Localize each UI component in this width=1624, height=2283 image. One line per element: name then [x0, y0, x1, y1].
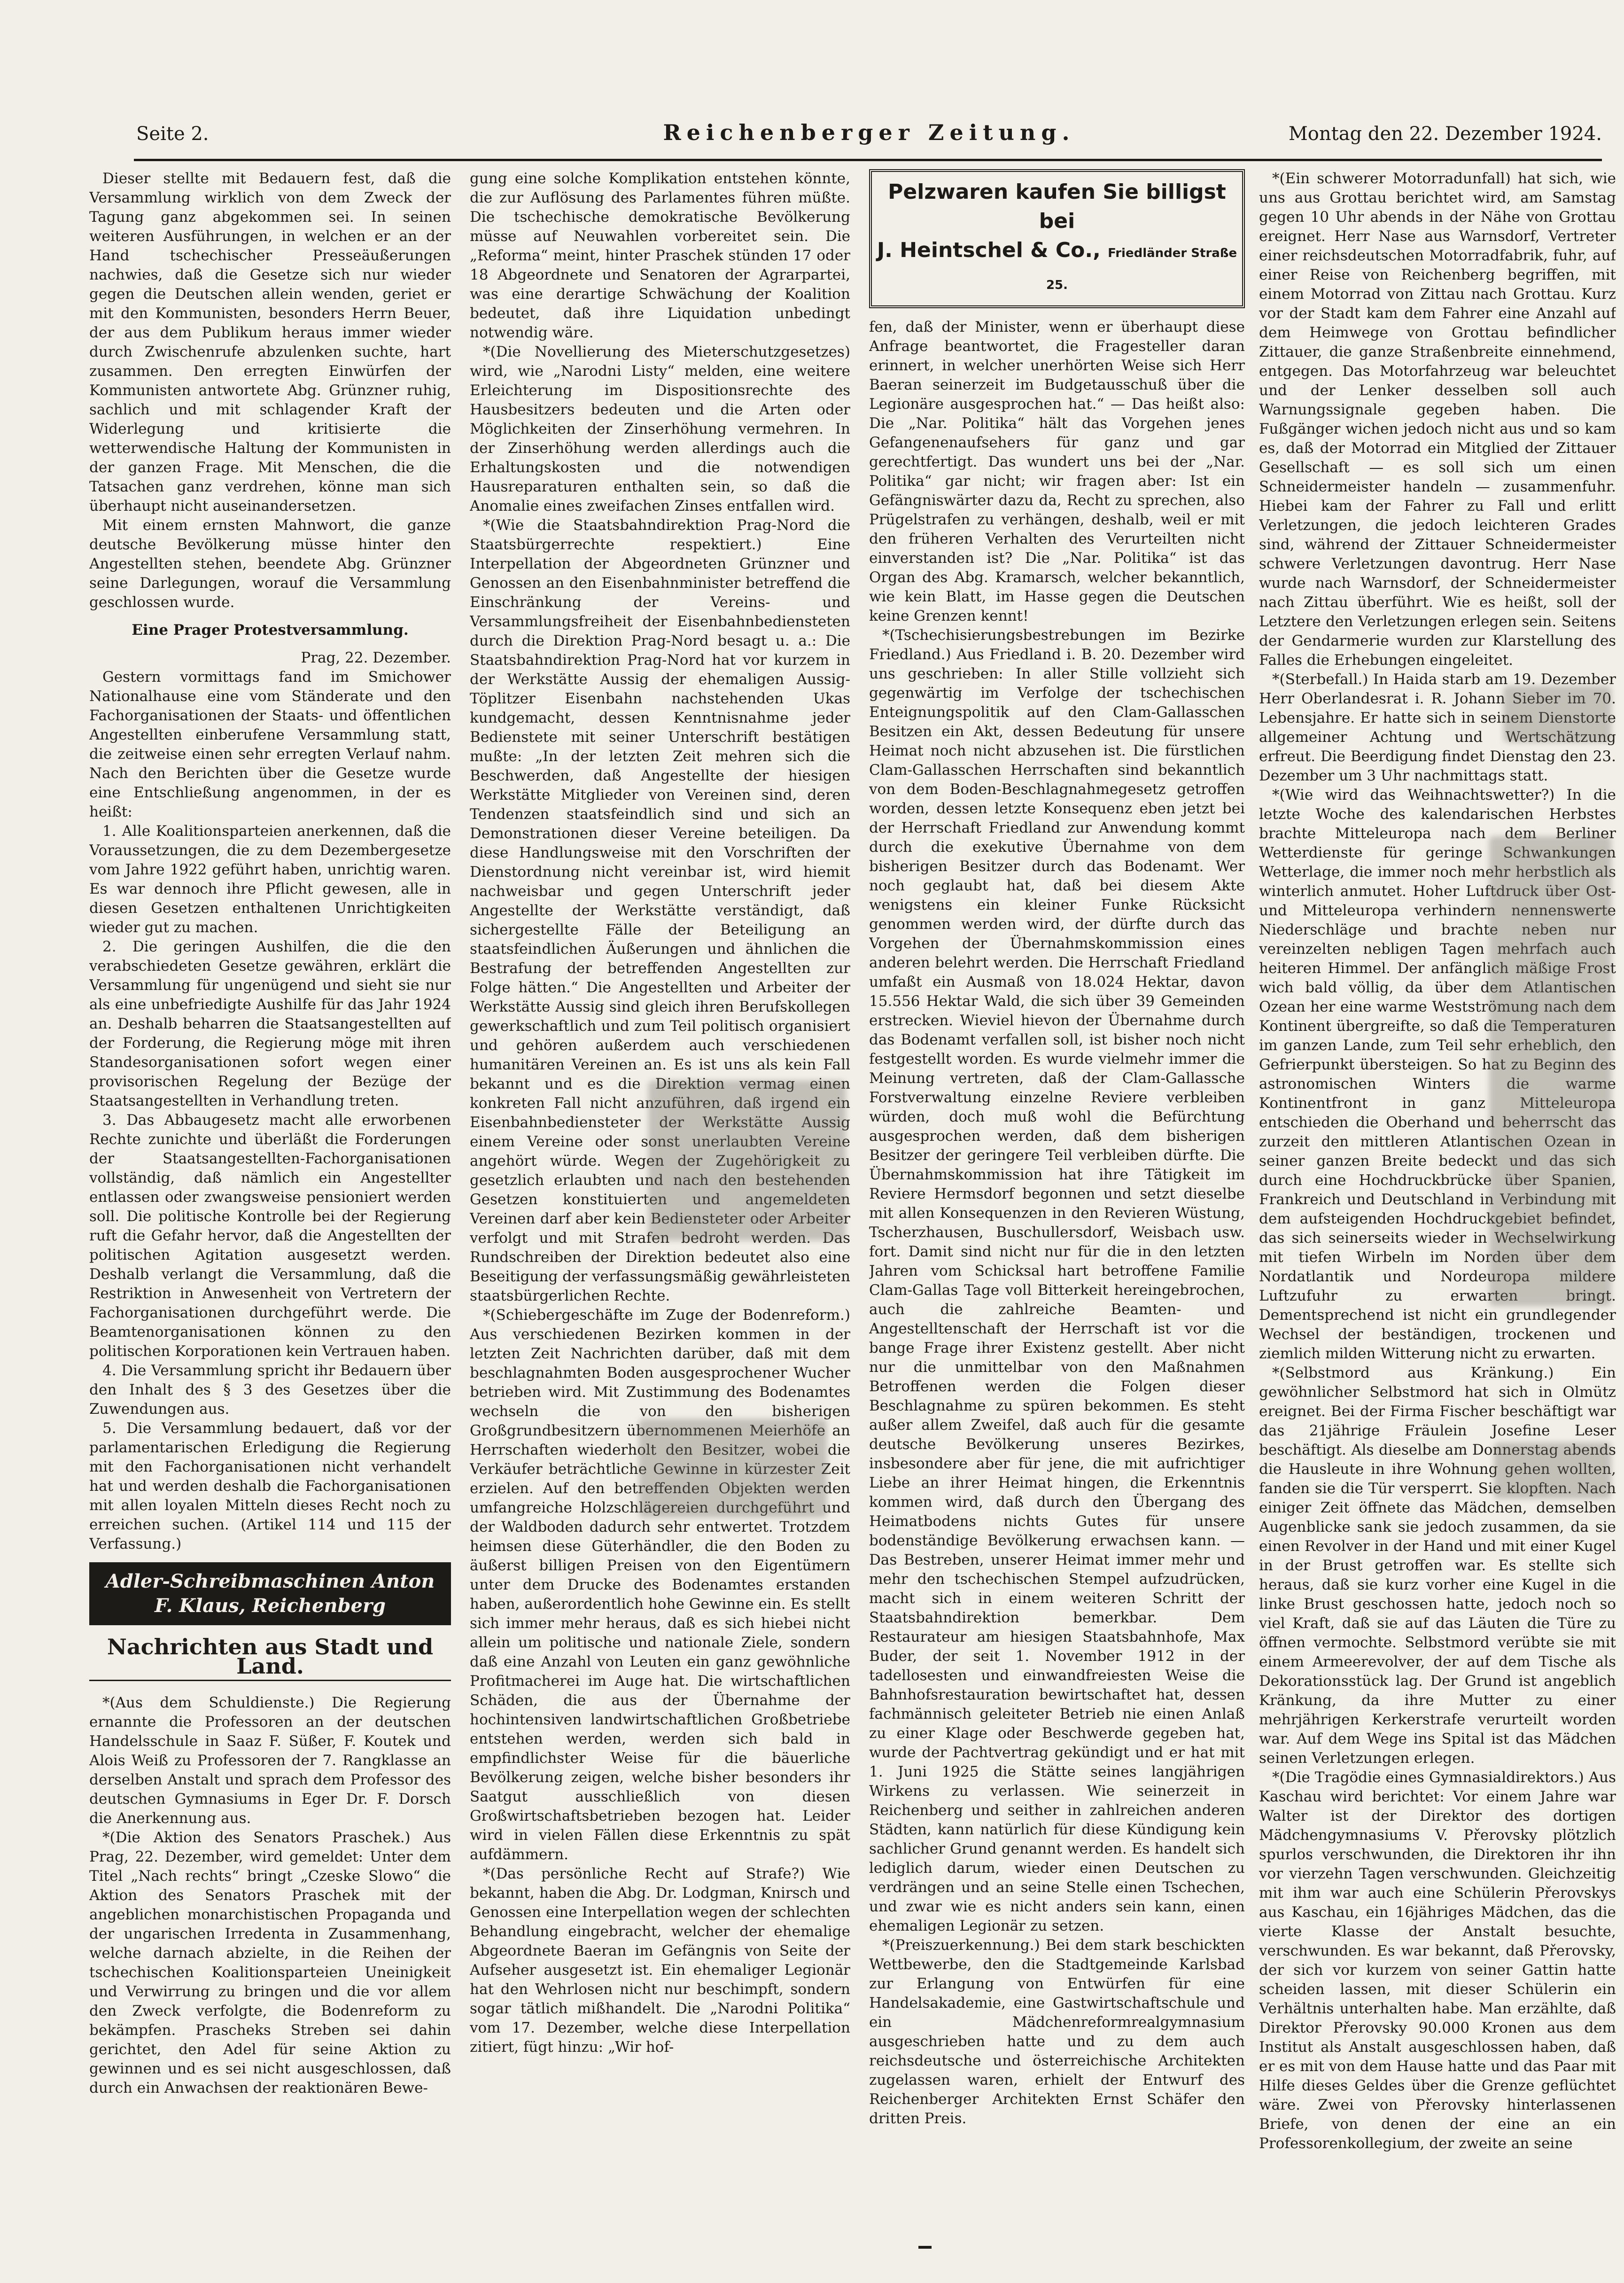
resolution-item: 1. Alle Koalitionsparteien anerkennen, daß die Voraussetzungen, die zu dem Dezembergesetze vom Jahre 1922 geführt haben, unrichtig waren. Es war dennoch ihre Pflicht gewesen, alle in diesen Gesetzen enthaltenen Unrichtigkeiten wieder gut zu machen. — [89, 823, 451, 936]
print-smudge — [639, 1419, 827, 1518]
news-item: *(Preiszuerkennung.) Bei dem stark beschickten Wettbewerbe, den die Stadtgemeinde Karlsbad zur Erlangung von Entwürfen für eine Handelsakademie, eine Gastwirtschaftschule und ein Mädchenreformrealgymnasium ausgeschrieben hatte und zu dem auch reichsdeutsche und österreichische Architekten zugelassen waren, erhielt der Entwurf des Reichenberger Architekten Ernst Schäfer den dritten Preis. — [869, 1937, 1245, 2127]
column-1 — [89, 169, 451, 2274]
article-text: Dieser stellte mit Bedauern fest, daß die Versammlung wirklich von dem Zweck der Tagung ganz abgekommen sei. In seinen weiteren Ausführungen, in welchen er an der Hand tschechischer Presseäußerungen nachwies, daß die Gesetze sich nur wieder gegen die Deutschen allein wenden, geriet er mit den Kommunisten, besonders Herrn Beuer, der aus dem Publikum heraus immer wieder durch Zwischenrufe abzulenken suchte, hart zusammen. Den erregten Einwürfen der Kommunisten antwortete Abg. Grünzner ruhig, sachlich und mit schlagender Kraft der Widerlegung und kritisierte die wetterwendische Haltung der Kommunisten in der ganzen Frage. Mit Menschen, die die Tatsachen ganz verdrehen, könne man sich überhaupt nicht auseinandersetzen. — [89, 170, 451, 514]
news-item: *(Das persönliche Recht auf Strafe?) Wie bekannt, haben die Abg. Dr. Lodgman, Knirsch und Genossen eine Interpellation wegen der schlechten Behandlung eingebracht, welcher der ehemalige Abgeordnete Baeran im Gefängnis von Seite der Aufseher ausgesetzt ist. Ein ehemaliger Legionär hat den Wehrlosen nicht nur beschimpft, sondern sogar tätlich mißhandelt. Die „Narodni Politika“ vom 17. Dezember, welche diese Interpellation zitiert, fügt hinzu: „Wir hof- — [470, 1865, 850, 2056]
article-heading: Eine Prager Protestversammlung. — [132, 622, 409, 639]
news-item: *(Wie die Staatsbahndirektion Prag-Nord die Staatsbürgerrechte respektiert.) Eine Interpellation der Abgeordneten Grünzner und Genossen an den Eisenbahnminister betreffend die Einschränkung der Vereins- und Versammlungsfreiheit der Eisenbahnbediensteten durch die Direktion Prag-Nord besagt u. a.: Die Staatsbahndirektion Prag-Nord hat vor kurzem in der Werkstätte Aussig der ehemaligen Aussig-Töplitzer Eisenbahn nachstehenden Ukas kundgemacht, dessen Kenntnisnahme jeder Bedienstete mit seiner Unterschrift bestätigen mußte: „In der letzten Zeit mehren sich die Beschwerden, daß Angestellte der hiesigen Werkstätte Mitglieder von Vereinen sind, deren Tendenzen staatsfeindlich sind und sich an Demonstrationen dieser Vereine beteiligen. Da diese Handlungsweise mit den Vorschriften der Dienstordnung nicht vereinbar ist, wird hiemit nachweisbar und gegen Unterschrift jeder Angestellte der Werkstätte verständigt, daß sichergestellte Fälle der Beteiligung an staatsfeindlichen Äußerungen und ähnlichen die Bestrafung der betreffenden Angestellten zur Folge hätten.“ Die Angestellten und Arbeiter der Werkstätte Aussig sind gleich ihren Berufskollegen gewerkschaftlich und zum Teil politisch organisiert und gehören außerdem auch verschiedenen humanitären Vereinen an. Es ist uns als kein Fall bekannt und es die Direktion vermag einen konkreten Fall nicht anzuführen, daß irgend ein Eisenbahnbediensteter der Werkstätte Aussig einem Vereine oder sonst unerlaubten Vereine angehört würde. Wegen der Zugehörigkeit zu gesetzlich erlaubten und nach den bestehenden Gesetzen konstituierten und angemeldeten Vereinen darf aber kein Bediensteter oder Arbeiter verfolgt und mit Strafen bedroht werden. Das Rundschreiben der Direktion bedeutet also eine Beseitigung der verfassungsmäßig gewährleisteten staatsbürgerlichen Rechte. — [470, 517, 850, 1304]
news-item: *(Tschechisierungsbestrebungen im Bezirke Friedland.) Aus Friedland i. B. 20. Dezember wird uns geschrieben: In aller Stille vollzieht sich gegenwärtig im Verfolge der tschechischen Enteignungspolitik auf den Clam-Gallasschen Besitzen ein Akt, dessen Bedeutung für unsere Heimat noch nicht abzusehen ist. Die fürstlichen Clam-Gallasschen Herrschaften sind bekanntlich von dem Boden-Beschlagnahmegesetz getroffen worden, dessen letzte Konsequenz eben jetzt bei der Herrschaft Friedland zur Anwendung kommt durch die exekutive Übernahme von dem bisherigen Besitzer durch das Bodenamt. Wer noch geglaubt hat, daß bei diesem Akte wenigstens ein kleiner Funke Rücksicht genommen werden wird, der dürfte durch das Vorgehen der Übernahmskommission eines anderen belehrt werden. Die Herrschaft Friedland umfaßt ein Ausmaß von 18.024 Hektar, davon 15.556 Hektar Wald, die sich über 39 Gemeinden erstrecken. Wieviel hievon der Übernahme durch das Bodenamt verfallen soll, ist bisher noch nicht festgestellt worden. Es wurde vielmehr immer die Meinung vertreten, daß der Clam-Gallassche Forstverwaltung einzelne Reviere verbleiben würden, doch muß wohl die Befürchtung ausgesprochen werden, daß dem bisherigen Besitzer der geringere Teil verbleiben dürfte. Die Übernahmskommission hat ihre Tätigkeit im Reviere Hermsdorf begonnen und setzt dieselbe mit allen Konsequenzen in den Revieren Wüstung, Tscherzhausen, Buschullersdorf, Weisbach usw. fort. Damit sind nicht nur für die in den letzten Jahren vom Schicksal hart betroffene Familie Clam-Gallas Tage voll Bitterkeit hereingebrochen, auch die zahlreiche Beamten- und Angestelltenschaft der Herrschaft ist vor die bange Frage ihrer Existenz gestellt. Aber nicht nur die unmittelbar von den Maßnahmen Betroffenen werden die Folgen dieser Beschlagnahme zu spüren bekommen. Es steht außer allem Zweifel, daß auch für die gesamte deutsche Bevölkerung unseres Bezirkes, insbesondere aber für jene, die mit aufrichtiger Liebe an ihrer Heimat hingen, die Erkenntnis kommen wird, daß durch den Übergang des Heimatbodens nichts Gutes für unsere bodenständige Bevölkerung erwachsen kann. — Das Bestreben, unserer Heimat immer mehr und mehr den tschechischen Stempel aufzudrücken, macht sich in einem weiteren Schritt der Staatsbahndirektion bemerkbar. Dem Restaurateur am hiesigen Staatsbahnhofe, Max Buder, der seit 1. November 1912 in der tadellosesten und einwandfreiesten Weise die Bahnhofsrestauration bewirtschaftet hat, dessen fachmännisch geleiteter Betrieb nie einen Anlaß zu einer Klage oder Beschwerde gegeben hat, wurde der Pachtvertrag gekündigt und er hat mit 1. Juni 1925 die Stätte seines langjährigen Wirkens zu verlassen. Wie seinerzeit in Reichenberg und seither in zahlreichen anderen Städten, kann natürlich für diese Kündigung kein sachlicher Grund genannt werden. Es handelt sich lediglich darum, wieder einen Deutschen zu verdrängen und an seine Stelle einen Tschechen, und zwar wie es nicht anders sein kann, einen ehemaligen Legionär zu setzen. — [869, 627, 1245, 1934]
news-item: *(Die Aktion des Senators Praschek.) Aus Prag, 22. Dezember, wird gemeldet: Unter dem Titel „Nach rechts“ bringt „Czeske Slowo“ die Aktion des Senators Praschek mit der angeblichen monarchistischen Propaganda und der ungarischen Irredenta in Zusammenhang, welche darnach abzielte, in die Reihen der tschechischen Koalitionsparteien Uneinigkeit und Verwirrung zu bringen und die vor allem den Zweck verfolgte, die Bodenreform zu bekämpfen. Prascheks Streben sei dahin gerichtet, den Adel für seine Aktion zu gewinnen und es sei nicht ausgeschlossen, daß durch ein Anwachsen der reaktionären Bewe- — [89, 1829, 451, 2096]
resolution-item: 4. Die Versammlung spricht ihr Bedauern über den Inhalt des § 3 des Gesetzes über die Zuwendungen aus. — [89, 1362, 451, 1418]
section-heading: Nachrichten aus Stadt und Land. — [89, 1637, 451, 1681]
print-smudge — [1494, 1442, 1611, 1499]
news-item: *(Schiebergeschäfte im Zuge der Bodenreform.) Aus verschiedenen Bezirken kommen in der letzten Zeit Nachrichten darüber, daß mit dem beschlagnahmten Boden ausgesprochener Wucher betrieben wird. Mit Zustimmung des Bodenamtes wechseln die von den bisherigen Großgrundbesitzern übernommenen Meierhöfe an Herrschaften wiederholt den Besitzer, wobei die Verkäufer beträchtliche Gewinne in kürzester Zeit erzielen. Auf den betreffenden Objekten werden umfangreiche Holzschlägereien durchgeführt und der Waldboden dadurch sehr entwertet. Trotzdem heimsen diese Güterhändler, die den Boden zu äußerst billigen Preisen von den Eigentümern unter dem Drucke des Bodenamtes erstanden haben, außerordentlich hohe Gewinne ein. Es stellt sich immer mehr heraus, daß es sich hiebei nicht allein um politische und nationale Ziele, sondern daß eine Anzahl von Leuten ein ganz gewöhnliche Profitmacherei im Auge hat. Die wirtschaftlichen Schäden, die aus der Übernahme der hochintensiven landwirtschaftlichen Großbetriebe entstehen werden, werden sich bald in empfindlichster Weise für die bäuerliche Bevölkerung zeigen, welche bisher besonders ihr Saatgut ausschließlich von diesen Großwirtschaftsbetrieben bezogen hat. Leider wird in vielen Fällen diese Erkenntnis zu spät aufdämmern. — [470, 1307, 850, 1863]
ad-line-2: J. Heintschel & Co., — [877, 238, 1101, 262]
column-3 — [869, 169, 1245, 2274]
resolution-item: 5. Die Versammlung bedauert, daß vor der parlamentarischen Erledigung die Regierung mit den Fachorganisationen nicht verhandelt hat und werden deshalb die Fachorganisationen mit allen loyalen Mitteln dieses Recht noch zu erreichen suchen. (Artikel 114 und 115 der Verfassung.) — [89, 1420, 451, 1552]
dateline: Prag, 22. Dezember. — [301, 649, 451, 666]
issue-date: Montag den 22. Dezember 1924. — [1288, 123, 1602, 145]
article-text: Gestern vormittags fand im Smichower Nationalhause eine vom Ständerate und den Fachorganisationen der Staats- und öffentlichen Angestellten einberufene Versammlung statt, die zeitweise einen sehr erregten Verlauf nahm. Nach den Berichten über die Gesetze wurde eine Entschließung angenommen, in der es heißt: — [89, 669, 451, 820]
news-item: *(Selbstmord aus Kränkung.) Ein gewöhnlicher Selbstmord hat sich in Olmütz ereignet. Bei der Firma Fischer beschäftigt war das 21jährige Fräulein Josefine Leser beschäftigt. Als dieselbe am Donnerstag abends die Hausleute in ihre Wohnung gehen wollten, fanden sie die Tür versperrt. Sie klopften. Nach einiger Zeit öffnete das Mädchen, demselben Augenblicke sank sie jedoch zusammen, da sie einen Revolver in der Hand und mit einer Kugel in der Brust getroffen war. Es stellte sich heraus, daß sie kurz vorher eine Kugel in die linke Brust geschossen hatte, jedoch noch so viel Kraft, daß sie auf das Läuten die Türe zu öffnen vermochte. Selbstmord verübte sie mit einem Armeerevolver, der auf dem Tische als Dekorationsstück lag. Der Grund ist angeblich Kränkung, da ihre Mutter zu einer mehrjährigen Kerkerstrafe verurteilt worden war. Auf dem Wege ins Spital ist das Mädchen seinen Verletzungen erlegen. — [1259, 1364, 1616, 1767]
ad-line-1: Pelzwaren kaufen Sie billigst bei — [888, 180, 1226, 233]
news-item: *(Die Novellierung des Mieterschutzgesetzes) wird, wie „Narodni Listy“ melden, eine weitere Erleichterung im Dispositionsrechte des Hausbesitzers bedeuten und die Arten oder Möglichkeiten der Zinserhöhung vermehren. In der Zinserhöhung werden allerdings auch die Erhaltungskosten und die notwendigen Hausreparaturen enthalten sein, so daß die Anomalie eines zweifachen Zinses entfallen wird. — [470, 343, 850, 514]
page-number: Seite 2. — [136, 123, 209, 145]
news-item: *(Aus dem Schuldienste.) Die Regierung ernannte die Professoren an der deutschen Handelsschule in Saaz F. Süßer, F. Koutek und Alois Weiß zu Professoren der 7. Rangklasse an derselben Anstalt und sprach dem Professor des deutschen Gymnasiums in Eger Dr. F. Dorsch die Anerkennung aus. — [89, 1694, 451, 1827]
page-header — [136, 120, 1602, 153]
article-text: Mit einem ernsten Mahnwort, die ganze deutsche Bevölkerung müsse hinter den Angestellten stehen, beendete Abg. Grünzner seine Darlegungen, worauf die Versammlung geschlossen wurde. — [89, 517, 451, 611]
news-item: *(Wie wird das Weihnachtswetter?) In die letzte Woche des kalendarischen Herbstes brachte Mitteleuropa nach dem Berliner Wetterdienste für geringe Schwankungen Wetterlage, die immer noch mehr herbstlich als winterlich anmutet. Hoher Luftdruck über Ost- und Mitteleuropa verhindern nennenswerte Niederschläge und brachte neben nur vereinzelten nebligen Tagen mehrfach auch heiteren Himmel. Der anfänglich mäßige Frost wich bald völlig, da über dem Atlantischen Ozean her eine warme Westströmung nach dem Kontinent übergreifte, so daß die Temperaturen im ganzen Lande, zum Teil sehr erheblich, den Gefrierpunkt übersteigen. So hat zu Beginn des astronomischen Winters die warme Kontinentfront in ganz Mitteleuropa entschieden die Oberhand und beherrscht das zurzeit den mittleren Atlantischen Ozean in seiner ganzen Breite bedeckt und das sich durch eine Hochdruckbrücke über Spanien, Frankreich und Deutschland in Verbindung mit dem aufsteigenden Hochdruckgebiet befindet, das sich seinerseits wieder in Wechselwirkung mit tiefen Wirbeln im Norden über dem Nordatlantik und Nordeuropa mildere Luftzufuhr zu erwarten bringt. Dementsprechend ist nicht ein grundlegender Wechsel der beständigen, trockenen und ziemlich milden Witterung nicht zu erwarten. — [1259, 787, 1616, 1362]
news-item: *(Ein schwerer Motorradunfall) hat sich, wie uns aus Grottau berichtet wird, am Samstag gegen 10 Uhr abends in der Nähe von Grottau ereignet. Herr Nase aus Warnsdorf, Vertreter einer reichsdeutschen Motorradfabrik, fuhr, auf einer Reise von Reichenberg begriffen, mit einem Motorrad von Zittau nach Grottau. Kurz vor der Stadt kam dem Fahrer eine Anzahl auf dem Heimwege von Grottau befindlicher Zittauer, die ganze Straßenbreite einnehmend, entgegen. Das Motorfahrzeug war beleuchtet und der Lenker desselben soll auch Warnungssignale gegeben haben. Die Fußgänger wichen jedoch nicht aus und so kam es, daß der Motorrad ein Mitglied der Zittauer Gesellschaft — es soll sich um einen Schneidermeister handeln — zusammenfuhr. Hiebei kam der Fahrer zu Fall und erlitt Verletzungen, die jedoch leichteren Grades sind, während der Zittauer Schneidermeister schwere Verletzungen davontrug. Herr Nase wurde nach Warnsdorf, der Schneidermeister nach Zittau überführt. Wie es heißt, soll der Letztere den Verletzungen erlegen sein. Seitens der Gendarmerie wurden zur Klarstellung des Falles die Erhebungen eingeleitet. — [1259, 170, 1616, 669]
resolution-item: 2. Die geringen Aushilfen, die die den verabschiedeten Gesetze gewähren, erklärt die Versammlung für ungenügend und sieht sie nur als eine unbefriedigte Aushilfe für das Jahr 1924 an. Deshalb beharren die Staatsangestellten auf der Forderung, die Regierung möge mit ihren Standesorganisationen sofort wegen einer provisorischen Regelung der Bezüge der Staatsangestellten in Verhandlung treten. — [89, 938, 451, 1109]
print-smudge — [1503, 686, 1611, 742]
news-item: *(Die Tragödie eines Gymnasialdirektors.) Aus Kaschau wird berichtet: Vor einem Jahre war Walter ist der Direktor des dortigen Mädchengymnasiums V. Přerovsky plötzlich spurlos verschwunden, die Direktoren ihr ihn vor vierzehn Tagen verschwunden. Gleichzeitig mit ihm war auch eine Schülerin Přerovskys aus Kaschau, ein 16jähriges Mädchen, das die vierte Klasse der Anstalt besuchte, verschwunden. Es war bekannt, daß Přerovsky, der sich vor kurzem von seiner Gattin hatte scheiden lassen, mit dieser Schülerin ein Verhältnis unterhalten habe. Man erzählte, daß Direktor Přerovsky 90.000 Kronen aus dem Institut als Anstalt ausgeschlossen haben, daß er es mit von dem Hause hatte und das Paar mit Hilfe dieses Geldes über die Grenze geflüchtet wäre. Zwei von Přerovsky hinterlassenen Briefe, von denen der eine an ein Professorenkollegium, der zweite an seine — [1259, 1769, 1616, 2152]
advertisement-adler: Adler-Schreibmaschinen Anton F. Klaus, Reichenberg — [89, 1562, 451, 1625]
advertisement-heintschel — [869, 169, 1245, 308]
article-text: gung eine solche Komplikation entstehen könnte, die zur Auflösung des Parlamentes führen müßte. Die tschechische demokratische Bevölkerung müsse auf Neuwahlen vorbereitet sein. Die „Reforma“ meint, hinter Praschek stünden 17 oder 18 Abgeordnete und Senatoren der Agrarpartei, was eine derartige Schwächung der Koalition bedeutet, daß ihre Liquidation unbedingt notwendig wäre. — [470, 170, 850, 341]
print-smudge — [1489, 836, 1611, 1306]
print-smudge — [648, 1081, 846, 1240]
header-rule — [134, 159, 1602, 161]
resolution-item: 3. Das Abbaugesetz macht alle erworbenen Rechte zunichte und überläßt die Forderungen der Staatsangestellten-Fachorganisationen vollständig, daß nämlich ein Angestellter entlassen oder zwangsweise pensioniert werden soll. Die politische Kontrolle bei der Regierung ruft die Gefahr hervor, daß die Angestellten der politischen Agitation ausgesetzt werden. Deshalb verlangt die Versammlung, daß die Restriktion in Anwesenheit von Vertretern der Fachorganisationen durchgeführt werde. Die Beamtenorganisationen können zu den politischen Korporationen kein Vertrauen haben. — [89, 1112, 451, 1360]
newspaper-title: Reichenberger Zeitung. — [663, 120, 1075, 145]
end-mark — [918, 2246, 932, 2249]
news-item: *(Sterbefall.) In Haida starb am 19. Dezember Herr Oberlandesrat i. R. Johann Sieber im 70. Lebensjahre. Er hatte sich in seinem Dienstorte allgemeiner Achtung und Wertschätzung erfreut. Die Beerdigung findet Dienstag den 23. Dezember um 3 Uhr nachmittags statt. — [1259, 671, 1616, 784]
ad-line-3: Friedländer Straße 25. — [1046, 246, 1237, 292]
article-text: fen, daß der Minister, wenn er überhaupt diese Anfrage beantwortet, die Fragesteller daran erinnert, in welcher unerhörten Weise sich Herr Baeran seinerzeit im Budgetausschuß über die Legionäre ausgesprochen hat.“ — Das heißt also: Die „Nar. Politika“ hält das Vorgehen jenes Gefangenenaufsehers für ganz und gar gerechtfertigt. Das wundert uns bei der „Nar. Politika“ gar nicht; wir fragen aber: Ist ein Gefängniswärter dazu da, Recht zu sprechen, also Prügelstrafen zu verhängen, deshalb, weil er mit den früheren Verhalten des Verurteilten nicht einverstanden ist? Die „Nar. Politika“ ist das Organ des Abg. Kramarsch, welcher bekanntlich, wie kein Blatt, im Hasse gegen die Deutschen keine Grenzen kennt! — [869, 319, 1245, 624]
